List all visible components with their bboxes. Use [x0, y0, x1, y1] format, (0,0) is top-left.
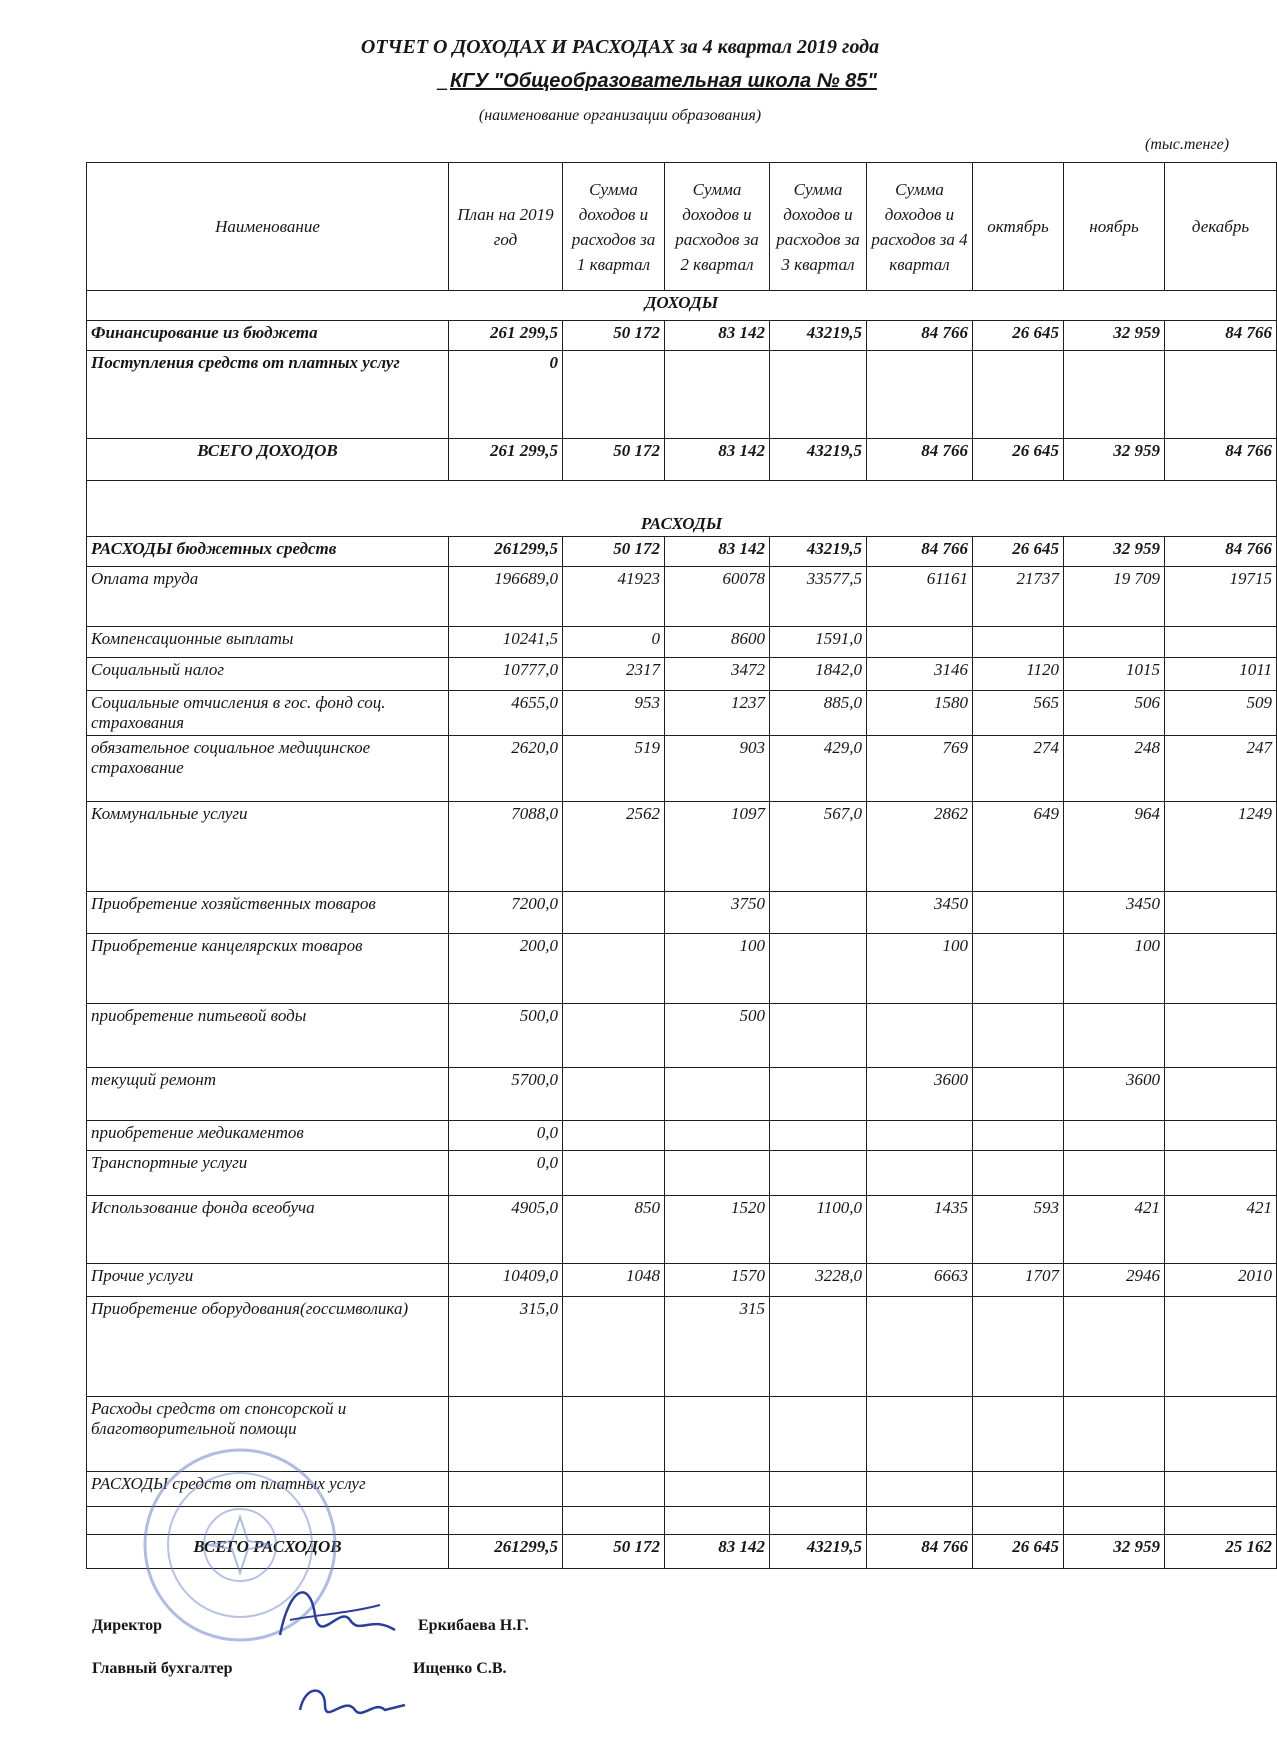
row-value: 41923 [563, 567, 665, 627]
table-row [87, 1068, 1277, 1121]
row-name: РАСХОДЫ бюджетных средств [87, 537, 449, 567]
org-prefix: _ [437, 70, 447, 92]
row-value: 1435 [867, 1196, 973, 1264]
row-name: РАСХОДЫ средств от платных услуг [87, 1472, 449, 1507]
accountant-label: Главный бухгалтер [92, 1660, 233, 1677]
table-row [87, 892, 1277, 934]
income-section-title: ДОХОДЫ [87, 291, 1277, 321]
header-november: ноябрь [1064, 163, 1165, 291]
row-value: 83 142 [665, 321, 770, 351]
row-value: 84 766 [1165, 439, 1277, 481]
income-section-row [87, 291, 1277, 321]
row-value: 1249 [1165, 802, 1277, 892]
header-q4: Сумма доходов и расходов за 4 квартал [867, 163, 973, 291]
row-value [1064, 1004, 1165, 1068]
row-value: 2010 [1165, 1264, 1277, 1297]
row-value [1064, 351, 1165, 439]
row-name: приобретение питьевой воды [87, 1004, 449, 1068]
row-value: 1842,0 [770, 658, 867, 691]
row-value: 32 959 [1064, 439, 1165, 481]
row-value: 32 959 [1064, 537, 1165, 567]
row-value: 61161 [867, 567, 973, 627]
row-value [1165, 1297, 1277, 1397]
row-value [1165, 1507, 1277, 1535]
row-value: 1100,0 [770, 1196, 867, 1264]
row-value: 1707 [973, 1264, 1064, 1297]
row-value [867, 1004, 973, 1068]
table-row [87, 736, 1277, 802]
row-value: 421 [1165, 1196, 1277, 1264]
row-value: 274 [973, 736, 1064, 802]
row-value [563, 1472, 665, 1507]
row-value [770, 1397, 867, 1472]
row-value [563, 351, 665, 439]
row-value: 593 [973, 1196, 1064, 1264]
row-value [973, 351, 1064, 439]
row-value [563, 1297, 665, 1397]
row-value [1064, 1121, 1165, 1151]
row-value: 1048 [563, 1264, 665, 1297]
row-value: 2562 [563, 802, 665, 892]
table-row [87, 691, 1277, 736]
units-label: (тыс.тенге) [1145, 136, 1230, 153]
row-value [1064, 1151, 1165, 1196]
accountant-name: Ищенко С.В. [413, 1660, 507, 1677]
row-value: 315,0 [449, 1297, 563, 1397]
row-value: 21737 [973, 567, 1064, 627]
row-value: 3472 [665, 658, 770, 691]
row-value: 10777,0 [449, 658, 563, 691]
row-value [449, 1507, 563, 1535]
organization-caption: (наименование организации образования) [478, 107, 762, 124]
row-value [973, 1121, 1064, 1151]
table-row [87, 537, 1277, 567]
row-value: 7200,0 [449, 892, 563, 934]
row-value: 196689,0 [449, 567, 563, 627]
row-value: 953 [563, 691, 665, 736]
row-value: 500 [665, 1004, 770, 1068]
row-value: 3228,0 [770, 1264, 867, 1297]
row-value: 1570 [665, 1264, 770, 1297]
row-name: обязательное социальное медицинское страхование [87, 736, 449, 802]
row-value [563, 1507, 665, 1535]
row-value [1165, 627, 1277, 658]
row-value: 8600 [665, 627, 770, 658]
row-name: Использование фонда всеобуча [87, 1196, 449, 1264]
row-value [1165, 1068, 1277, 1121]
row-value [770, 1472, 867, 1507]
row-value: 261299,5 [449, 1535, 563, 1569]
row-value: 4655,0 [449, 691, 563, 736]
row-name: Компенсационные выплаты [87, 627, 449, 658]
row-value: 2946 [1064, 1264, 1165, 1297]
table-row [87, 1121, 1277, 1151]
row-name: Приобретение канцелярских товаров [87, 934, 449, 1004]
row-name: Приобретение оборудования(госсимволика) [87, 1297, 449, 1397]
row-value: 0 [449, 351, 563, 439]
table-row [87, 627, 1277, 658]
row-value: 10241,5 [449, 627, 563, 658]
row-value: 50 172 [563, 439, 665, 481]
row-value [867, 1507, 973, 1535]
row-value: 315 [665, 1297, 770, 1397]
row-value: 4905,0 [449, 1196, 563, 1264]
table-header-row [87, 163, 1277, 291]
header-october: октябрь [973, 163, 1064, 291]
row-value: 60078 [665, 567, 770, 627]
row-value: 1580 [867, 691, 973, 736]
row-value: 83 142 [665, 1535, 770, 1569]
row-value: 964 [1064, 802, 1165, 892]
row-value: 43219,5 [770, 321, 867, 351]
row-value: 769 [867, 736, 973, 802]
row-value [665, 351, 770, 439]
row-value: 83 142 [665, 537, 770, 567]
row-value [770, 934, 867, 1004]
table-row [87, 1297, 1277, 1397]
header-q2: Сумма доходов и расходов за 2 квартал [665, 163, 770, 291]
row-value: 519 [563, 736, 665, 802]
row-name: Расходы средств от спонсорской и благотворительной помощи [87, 1397, 449, 1472]
table-row [87, 802, 1277, 892]
row-value: 2620,0 [449, 736, 563, 802]
table-row [87, 1196, 1277, 1264]
row-value: 84 766 [1165, 321, 1277, 351]
row-value [563, 1151, 665, 1196]
row-value: 200,0 [449, 934, 563, 1004]
row-value [770, 1068, 867, 1121]
row-value: 6663 [867, 1264, 973, 1297]
expense-section-row [87, 481, 1277, 537]
table-row [87, 658, 1277, 691]
row-value [1165, 1397, 1277, 1472]
row-value [665, 1068, 770, 1121]
row-value: 10409,0 [449, 1264, 563, 1297]
row-value: 2862 [867, 802, 973, 892]
row-value [770, 351, 867, 439]
row-value: 850 [563, 1196, 665, 1264]
row-value: 19715 [1165, 567, 1277, 627]
row-value: 43219,5 [770, 1535, 867, 1569]
report-table-wrapper [86, 162, 1272, 1569]
row-value: 84 766 [867, 439, 973, 481]
row-value [1165, 1121, 1277, 1151]
row-value [449, 1472, 563, 1507]
row-name: ВСЕГО ДОХОДОВ [87, 439, 449, 481]
row-value: 3450 [1064, 892, 1165, 934]
row-value: 1011 [1165, 658, 1277, 691]
row-value [563, 1397, 665, 1472]
row-value: 50 172 [563, 1535, 665, 1569]
row-value [665, 1397, 770, 1472]
row-value [770, 1121, 867, 1151]
row-value [867, 627, 973, 658]
row-value: 33577,5 [770, 567, 867, 627]
row-value [1064, 1507, 1165, 1535]
row-value: 0,0 [449, 1151, 563, 1196]
row-value: 649 [973, 802, 1064, 892]
row-name: ВСЕГО РАСХОДОВ [87, 1535, 449, 1569]
row-name: Социальный налог [87, 658, 449, 691]
row-name: приобретение медикаментов [87, 1121, 449, 1151]
row-value [770, 1507, 867, 1535]
row-value [770, 892, 867, 934]
row-value: 3600 [1064, 1068, 1165, 1121]
row-value: 1120 [973, 658, 1064, 691]
row-value: 26 645 [973, 1535, 1064, 1569]
row-value: 261 299,5 [449, 321, 563, 351]
row-value: 32 959 [1064, 321, 1165, 351]
row-value [973, 892, 1064, 934]
accountant-signature-icon [290, 1675, 410, 1735]
row-value [563, 1068, 665, 1121]
table-row [87, 934, 1277, 1004]
row-value [665, 1472, 770, 1507]
report-table [86, 162, 1277, 1569]
row-value: 26 645 [973, 439, 1064, 481]
row-value: 1237 [665, 691, 770, 736]
row-value [665, 1151, 770, 1196]
row-value: 567,0 [770, 802, 867, 892]
row-value: 500,0 [449, 1004, 563, 1068]
table-row [87, 321, 1277, 351]
row-name: Прочие услуги [87, 1264, 449, 1297]
expense-section-title: РАСХОДЫ [87, 481, 1277, 537]
row-name: Поступления средств от платных услуг [87, 351, 449, 439]
header-q1: Сумма доходов и расходов за 1 квартал [563, 163, 665, 291]
row-value [1165, 934, 1277, 1004]
row-value: 1591,0 [770, 627, 867, 658]
row-value: 248 [1064, 736, 1165, 802]
row-value: 50 172 [563, 321, 665, 351]
director-signature-icon [270, 1575, 400, 1665]
row-value: 84 766 [867, 321, 973, 351]
table-row [87, 1004, 1277, 1068]
row-value: 100 [1064, 934, 1165, 1004]
row-value [563, 934, 665, 1004]
header-name: Наименование [87, 163, 449, 291]
row-value [973, 1397, 1064, 1472]
row-value: 7088,0 [449, 802, 563, 892]
table-row [87, 439, 1277, 481]
row-value [1165, 1004, 1277, 1068]
row-value: 25 162 [1165, 1535, 1277, 1569]
row-value [973, 1068, 1064, 1121]
row-name: Оплата труда [87, 567, 449, 627]
row-value [973, 1151, 1064, 1196]
row-value [449, 1397, 563, 1472]
row-value: 43219,5 [770, 439, 867, 481]
row-value: 3750 [665, 892, 770, 934]
row-value [1165, 351, 1277, 439]
row-value [770, 1151, 867, 1196]
row-value: 1520 [665, 1196, 770, 1264]
row-value: 429,0 [770, 736, 867, 802]
row-value: 885,0 [770, 691, 867, 736]
row-value: 421 [1064, 1196, 1165, 1264]
row-value: 84 766 [867, 537, 973, 567]
row-value: 0,0 [449, 1121, 563, 1151]
row-value [867, 1121, 973, 1151]
row-value: 247 [1165, 736, 1277, 802]
row-value: 83 142 [665, 439, 770, 481]
row-value [867, 1151, 973, 1196]
row-value [770, 1297, 867, 1397]
row-name: Транспортные услуги [87, 1151, 449, 1196]
row-value: 506 [1064, 691, 1165, 736]
table-row [87, 567, 1277, 627]
row-value: 50 172 [563, 537, 665, 567]
row-value: 84 766 [867, 1535, 973, 1569]
row-value [973, 627, 1064, 658]
row-value: 1097 [665, 802, 770, 892]
row-value: 5700,0 [449, 1068, 563, 1121]
row-value: 3600 [867, 1068, 973, 1121]
row-value: 26 645 [973, 537, 1064, 567]
row-value: 2317 [563, 658, 665, 691]
row-value [973, 1004, 1064, 1068]
row-name: Социальные отчисления в гос. фонд соц. страхования [87, 691, 449, 736]
row-value: 19 709 [1064, 567, 1165, 627]
row-value: 3146 [867, 658, 973, 691]
row-value: 565 [973, 691, 1064, 736]
table-row [87, 1264, 1277, 1297]
row-value [1064, 627, 1165, 658]
row-value [1064, 1297, 1165, 1397]
row-value [1064, 1397, 1165, 1472]
table-row [87, 1151, 1277, 1196]
header-plan: План на 2019 год [449, 163, 563, 291]
row-value [770, 1004, 867, 1068]
row-value [973, 934, 1064, 1004]
row-value: 32 959 [1064, 1535, 1165, 1569]
row-value [973, 1297, 1064, 1397]
row-value [1165, 892, 1277, 934]
row-value: 84 766 [1165, 537, 1277, 567]
row-value: 0 [563, 627, 665, 658]
row-value [867, 1297, 973, 1397]
row-value [973, 1472, 1064, 1507]
row-value: 261 299,5 [449, 439, 563, 481]
row-value [867, 351, 973, 439]
row-value: 43219,5 [770, 537, 867, 567]
row-name: Финансирование из бюджета [87, 321, 449, 351]
director-name: Еркибаева Н.Г. [418, 1617, 529, 1634]
row-value: 1015 [1064, 658, 1165, 691]
row-value [563, 1121, 665, 1151]
row-value [867, 1397, 973, 1472]
report-title: ОТЧЕТ О ДОХОДАХ И РАСХОДАХ за 4 квартал 2019 года [360, 36, 880, 58]
row-value [1064, 1472, 1165, 1507]
header-q3: Сумма доходов и расходов за 3 квартал [770, 163, 867, 291]
row-value: 261299,5 [449, 537, 563, 567]
row-value [1165, 1472, 1277, 1507]
row-value: 100 [665, 934, 770, 1004]
header-december: декабрь [1165, 163, 1277, 291]
row-value [867, 1472, 973, 1507]
row-value: 903 [665, 736, 770, 802]
row-value [563, 892, 665, 934]
table-row [87, 351, 1277, 439]
director-label: Директор [92, 1617, 162, 1634]
row-value [665, 1121, 770, 1151]
row-value [665, 1507, 770, 1535]
row-value: 3450 [867, 892, 973, 934]
row-value: 100 [867, 934, 973, 1004]
row-name: текущий ремонт [87, 1068, 449, 1121]
row-value [563, 1004, 665, 1068]
row-value [973, 1507, 1064, 1535]
row-name: Приобретение хозяйственных товаров [87, 892, 449, 934]
row-value: 26 645 [973, 321, 1064, 351]
organization-name: КГУ "Общеобразовательная школа № 85" [450, 70, 877, 92]
row-value [1165, 1151, 1277, 1196]
row-value: 509 [1165, 691, 1277, 736]
row-name: Коммунальные услуги [87, 802, 449, 892]
